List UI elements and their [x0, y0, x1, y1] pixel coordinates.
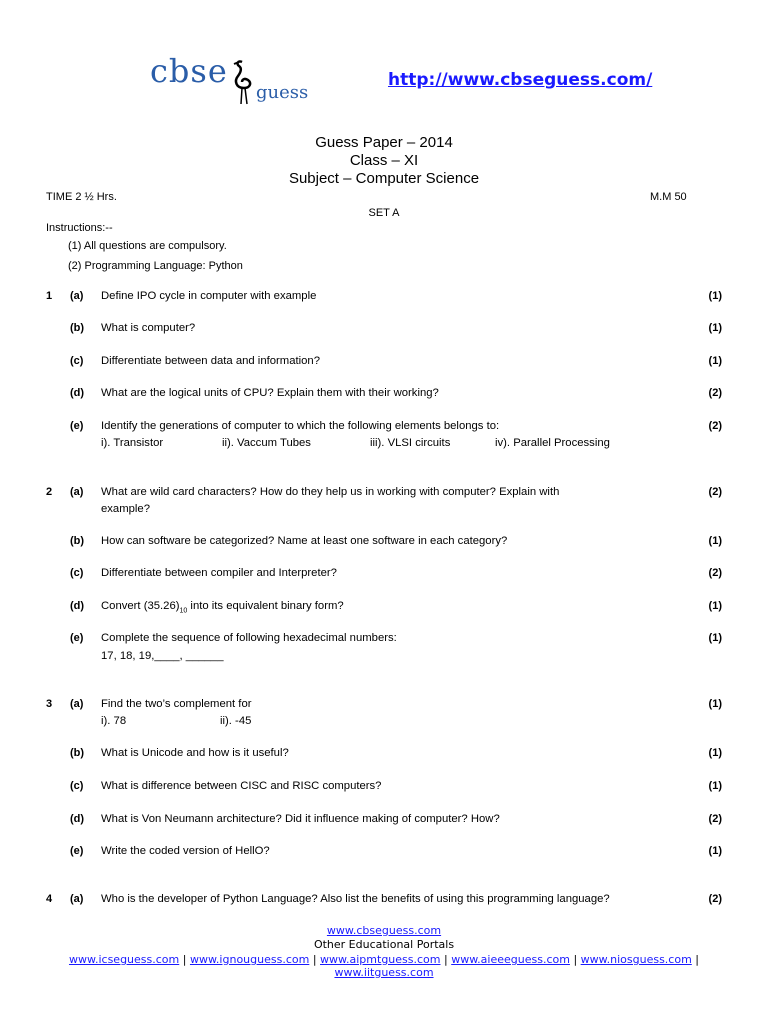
- subq-label: (e): [70, 632, 84, 644]
- question-text: What are wild card characters? How do they help us in working with computer? Explain with: [101, 486, 560, 498]
- subq-label: (c): [70, 567, 84, 579]
- option-text: ii). Vaccum Tubes: [222, 437, 311, 449]
- marks: (2): [708, 893, 722, 905]
- question-text-pre: Convert (35.26): [101, 600, 180, 612]
- question-text: Who is the developer of Python Language? Also list the benefits of using this programming language?: [101, 893, 610, 905]
- class-title: Class – XI: [349, 152, 419, 169]
- question-number: 2: [46, 486, 53, 498]
- marks: (2): [708, 813, 722, 825]
- subq-label: (e): [70, 420, 84, 432]
- question-text: Find the two’s complement for: [101, 698, 252, 710]
- footer-portal-links: [0, 953, 768, 966]
- marks: (1): [708, 845, 722, 857]
- footer-separator: |: [691, 953, 699, 966]
- question-text: Complete the sequence of following hexadecimal numbers:: [101, 632, 397, 644]
- footer-site-row: [0, 924, 768, 937]
- subq-label: (a): [70, 698, 84, 710]
- marks: (2): [708, 567, 722, 579]
- footer-separator: |: [309, 953, 321, 966]
- question-number: 3: [46, 698, 53, 710]
- question-text: Write the coded version of HellO?: [101, 845, 270, 857]
- footer-portal-links-2: [0, 966, 768, 979]
- question-text-post: into its equivalent binary form?: [187, 600, 344, 612]
- marks: (1): [708, 535, 722, 547]
- footer-separator: |: [179, 953, 190, 966]
- footer-link-icse[interactable]: www.icseguess.com: [68, 953, 180, 966]
- footer-link-aipmt[interactable]: www.aipmtguess.com: [320, 953, 441, 966]
- footer-link-aieee[interactable]: www.aieeeguess.com: [451, 953, 570, 966]
- subq-label: (a): [70, 486, 84, 498]
- question-text: What is computer?: [101, 322, 196, 334]
- option-text: i). Transistor: [101, 437, 164, 449]
- option-text: iv). Parallel Processing: [495, 437, 610, 449]
- question-number: 4: [46, 893, 53, 905]
- subq-label: (d): [70, 387, 85, 399]
- question-text: Differentiate between compiler and Interpreter?: [101, 567, 337, 579]
- question-text: [101, 600, 344, 614]
- question-text: How can software be categorized? Name at least one software in each category?: [101, 535, 508, 547]
- subq-label: (e): [70, 845, 84, 857]
- marks: (1): [708, 290, 722, 302]
- max-marks-label: M.M 50: [650, 191, 687, 203]
- footer-separator: |: [440, 953, 452, 966]
- flamingo-logo-icon: [228, 58, 258, 108]
- question-text: What is Unicode and how is it useful?: [101, 747, 289, 759]
- instructions-heading: Instructions:--: [46, 222, 113, 234]
- option-text: ii). -45: [220, 715, 252, 727]
- subq-label: (c): [70, 780, 84, 792]
- instruction-1: (1) All questions are compulsory.: [68, 240, 227, 252]
- footer-link-nios[interactable]: www.niosguess.com: [580, 953, 692, 966]
- subject-title: Subject – Computer Science: [288, 170, 480, 187]
- subq-label: (a): [70, 290, 84, 302]
- marks: (1): [708, 747, 722, 759]
- sequence-text: 17, 18, 19,____, ______: [101, 650, 224, 662]
- footer-site-link[interactable]: www.cbseguess.com: [326, 924, 442, 937]
- question-number: 1: [46, 290, 53, 302]
- footer-separator: |: [569, 953, 581, 966]
- footer-link-iit[interactable]: www.iitguess.com: [334, 966, 434, 979]
- logo-subtext: guess: [256, 82, 309, 103]
- marks: (1): [708, 355, 722, 367]
- question-text: Identify the generations of computer to which the following elements belongs to:: [101, 420, 500, 432]
- option-text: i). 78: [101, 715, 127, 727]
- question-text: What is Von Neumann architecture? Did it influence making of computer? How?: [101, 813, 500, 825]
- question-text-cont: example?: [101, 503, 150, 515]
- site-url-link[interactable]: http://www.cbseguess.com/: [388, 70, 653, 90]
- time-label: TIME 2 ½ Hrs.: [46, 191, 117, 203]
- subq-label: (c): [70, 355, 84, 367]
- option-text: iii). VLSI circuits: [370, 437, 451, 449]
- question-text: What is difference between CISC and RISC computers?: [101, 780, 382, 792]
- subq-label: (b): [70, 747, 85, 759]
- marks: (2): [708, 486, 722, 498]
- paper-title: Guess Paper – 2014: [315, 134, 453, 151]
- question-text: Differentiate between data and information?: [101, 355, 320, 367]
- subq-label: (b): [70, 535, 85, 547]
- subq-label: (b): [70, 322, 85, 334]
- question-text: What are the logical units of CPU? Explain them with their working?: [101, 387, 439, 399]
- marks: (1): [708, 780, 722, 792]
- question-text: Define IPO cycle in computer with example: [101, 290, 317, 302]
- subq-label: (a): [70, 893, 84, 905]
- marks: (1): [708, 600, 722, 612]
- set-label: SET A: [368, 207, 400, 219]
- instruction-2: (2) Programming Language: Python: [68, 260, 243, 272]
- subq-label: (d): [70, 600, 85, 612]
- marks: (1): [708, 698, 722, 710]
- subq-label: (d): [70, 813, 85, 825]
- logo-text: cbse: [150, 52, 228, 90]
- base-subscript: 10: [179, 607, 188, 615]
- marks: (1): [708, 322, 722, 334]
- marks: (2): [708, 387, 722, 399]
- footer-link-ignou[interactable]: www.ignouguess.com: [189, 953, 310, 966]
- marks: (1): [708, 632, 722, 644]
- footer-portals-label: Other Educational Portals: [313, 938, 455, 951]
- marks: (2): [708, 420, 722, 432]
